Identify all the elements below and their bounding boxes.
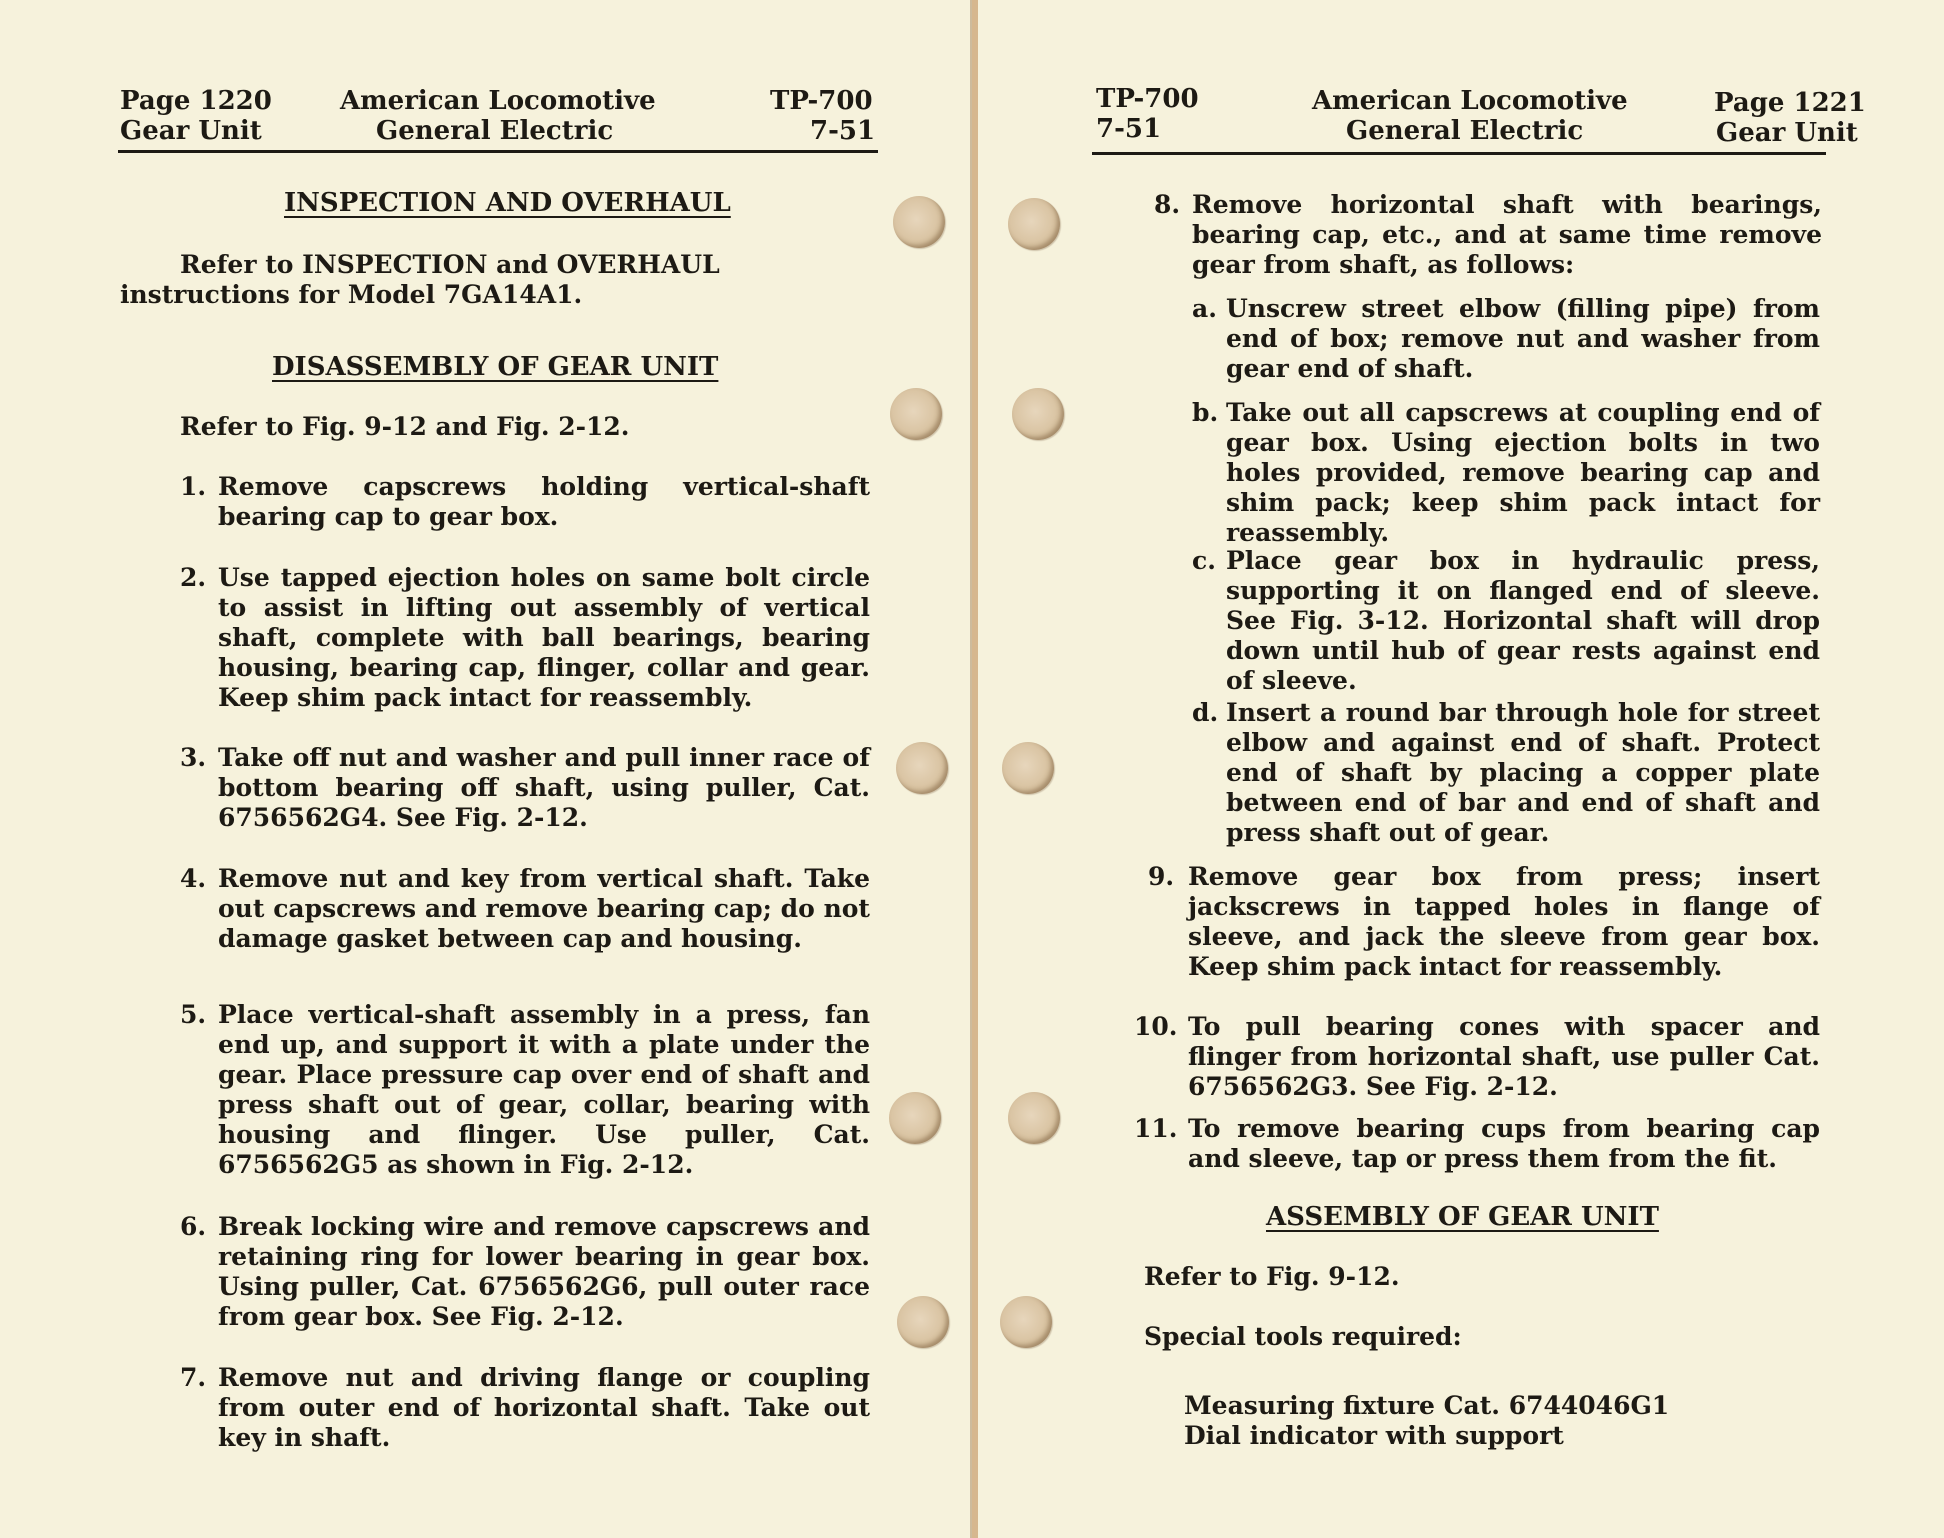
step-text: Unscrew street elbow (filling pipe) from end of box; remove nut and washer from gear end of shaft. (1226, 294, 1820, 383)
step-number: 3. (180, 743, 207, 772)
header-rule (118, 150, 878, 153)
list-item (1192, 546, 1820, 696)
binder-hole-icon (890, 388, 942, 440)
step-number: d. (1192, 698, 1219, 727)
step-text: Take out all capscrews at coupling end of gear box. Using ejection bolts in two holes provided, remove bearing cap and shim pack; keep shim pack intact for reassembly. (1226, 398, 1820, 547)
step-text: Place gear box in hydraulic press, supporting it on flanged end of sleeve. See Fig. 3-12. Horizontal shaft will drop down until hub of gear rests against end of sleeve. (1226, 546, 1820, 695)
step-number: 11. (1134, 1114, 1178, 1143)
company-line1: American Locomotive (340, 86, 656, 116)
binder-hole-icon (893, 196, 945, 248)
binder-hole-icon (1000, 1296, 1052, 1348)
disassembly-ref: Refer to Fig. 9-12 and Fig. 2-12. (180, 412, 630, 441)
tools-heading: Special tools required: (1144, 1322, 1462, 1351)
list-item (1154, 190, 1822, 280)
assembly-heading: ASSEMBLY OF GEAR UNIT (1266, 1202, 1659, 1232)
step-number: 2. (180, 563, 207, 592)
binder-hole-icon (1002, 742, 1054, 794)
step-text: Place vertical-shaft assembly in a press, fan end up, and support it with a plate under the gear. Place pressure cap over end of shaft and press shaft out of gear, collar, bearing with housing and flinger. Use puller, Cat. 6756562G5 as shown in Fig. 2-12. (218, 1000, 870, 1179)
list-item (180, 864, 870, 954)
list-item (180, 563, 870, 713)
step-text: Break locking wire and remove capscrews and retaining ring for lower bearing in gear box. Using puller, Cat. 6756562G6, pull outer race from gear box. See Fig. 2-12. (218, 1212, 870, 1331)
step-text: To remove bearing cups from bearing cap and sleeve, tap or press them from the fit. (1188, 1114, 1820, 1173)
list-item (1192, 294, 1820, 384)
step-text: Remove nut and driving flange or coupling from outer end of horizontal shaft. Take out key in shaft. (218, 1363, 870, 1452)
step-number: 9. (1148, 862, 1175, 891)
step-number: 10. (1134, 1012, 1178, 1041)
list-item (1192, 398, 1820, 548)
step-text: Take off nut and washer and pull inner race of bottom bearing off shaft, using puller, Cat. 6756562G4. See Fig. 2-12. (218, 743, 870, 832)
doc-date: 7-51 (810, 116, 876, 146)
doc-date: 7-51 (1096, 114, 1162, 144)
header-rule (1092, 152, 1826, 155)
step-number: 4. (180, 864, 207, 893)
step-text: Use tapped ejection holes on same bolt circle to assist in lifting out assembly of vertical shaft, complete with ball bearings, bearing housing, bearing cap, flinger, collar and gear. Keep shim pack intact for reassembly. (218, 563, 870, 712)
binder-hole-icon (1012, 388, 1064, 440)
list-item (180, 472, 870, 532)
binder-hole-icon (896, 742, 948, 794)
list-item (1148, 862, 1820, 982)
list-item (1134, 1114, 1820, 1174)
binder-hole-icon (889, 1092, 941, 1144)
step-text: Remove gear box from press; insert jackscrews in tapped holes in flange of sleeve, and jack the sleeve from gear box. Keep shim pack intact for reassembly. (1188, 862, 1820, 981)
tool-item: Measuring fixture Cat. 6744046G1 (1184, 1391, 1670, 1420)
list-item (180, 1212, 870, 1332)
list-item (180, 1363, 870, 1453)
right-page (978, 0, 1944, 1538)
doc-number: TP-700 (770, 86, 873, 116)
step-text: To pull bearing cones with spacer and flinger from horizontal shaft, use puller Cat. 6756562G3. See Fig. 2-12. (1188, 1012, 1820, 1101)
page-number: Page 1220 (120, 86, 272, 116)
company-line1: American Locomotive (1312, 86, 1628, 116)
disassembly-heading: DISASSEMBLY OF GEAR UNIT (272, 352, 719, 382)
step-number: 8. (1154, 190, 1181, 219)
binder-hole-icon (1008, 1092, 1060, 1144)
company-line2: General Electric (376, 116, 614, 146)
assembly-ref: Refer to Fig. 9-12. (1144, 1262, 1400, 1291)
step-text: Insert a round bar through hole for street elbow and against end of shaft. Protect end of shaft by placing a copper plate between end of bar and end of shaft and press shaft out of gear. (1226, 698, 1820, 847)
step-text: Remove capscrews holding vertical-shaft bearing cap to gear box. (218, 472, 870, 531)
list-item (180, 1000, 870, 1180)
list-item (1134, 1012, 1820, 1102)
section-name: Gear Unit (120, 116, 262, 146)
step-number: 6. (180, 1212, 207, 1241)
step-number: 7. (180, 1363, 207, 1392)
step-number: 1. (180, 472, 207, 501)
list-item (180, 743, 870, 833)
list-item (1192, 698, 1820, 848)
step-number: b. (1192, 398, 1219, 427)
step-text: Remove horizontal shaft with bearings, bearing cap, etc., and at same time remove gear from shaft, as follows: (1192, 190, 1822, 279)
page-number: Page 1221 (1714, 88, 1866, 118)
step-number: c. (1192, 546, 1216, 575)
step-number: a. (1192, 294, 1217, 323)
step-text: Remove nut and key from vertical shaft. Take out capscrews and remove bearing cap; do not damage gasket between cap and housing. (218, 864, 870, 953)
inspection-heading: INSPECTION AND OVERHAUL (284, 188, 731, 218)
step-number: 5. (180, 1000, 207, 1029)
doc-number: TP-700 (1096, 84, 1199, 114)
inspection-text: Refer to INSPECTION and OVERHAUL instructions for Model 7GA14A1. (120, 250, 720, 309)
section-name: Gear Unit (1716, 118, 1858, 148)
tool-item: Dial indicator with support (1184, 1421, 1564, 1450)
binder-hole-icon (1008, 198, 1060, 250)
company-line2: General Electric (1346, 116, 1584, 146)
binder-hole-icon (897, 1296, 949, 1348)
